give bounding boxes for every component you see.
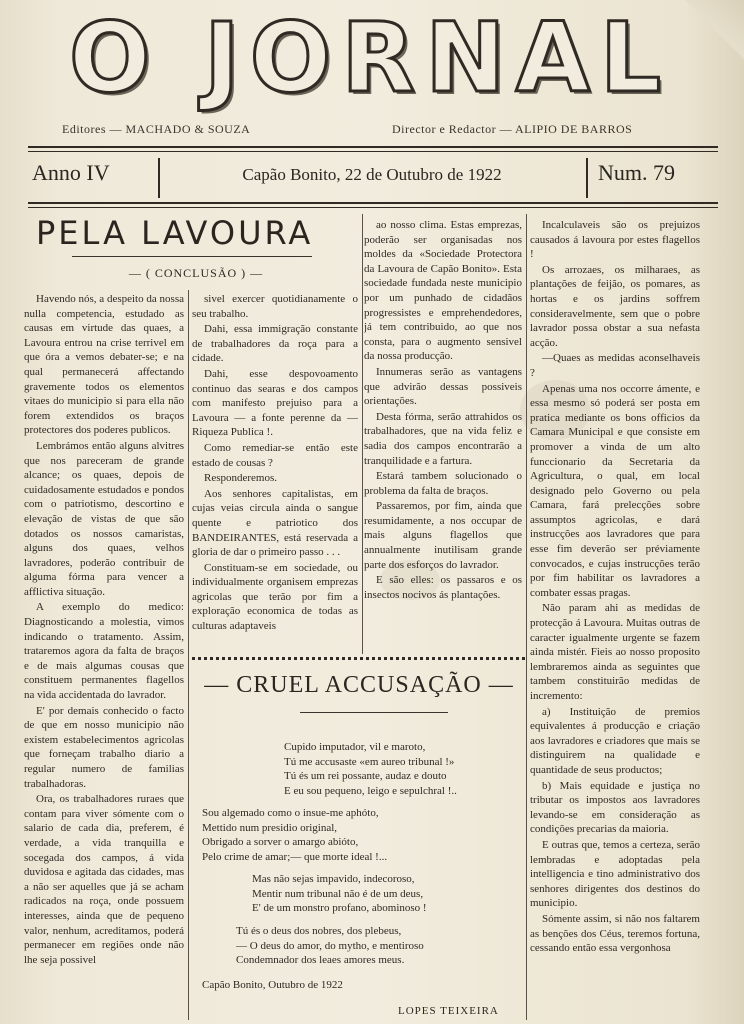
poem-line: Sou algemado como o insue-me aphóto, (202, 807, 379, 819)
poem-stanza-2 (202, 806, 387, 864)
article-column-1 (24, 292, 184, 1020)
article-column-2 (192, 292, 358, 652)
poem-line: Condemnador dos leaes amores meus. (236, 954, 405, 967)
article-paragraph: E' por demais conhecido o facto de que em nosso municipio não existem estabelecimentos agricolas que forneçam trabalho diario a regular numero de familias trabalhadoras. (24, 704, 184, 790)
poem-stanza-3 (252, 872, 427, 916)
poem-line: E' de um monstro profano, abominoso ! (252, 902, 427, 915)
issue-place-date: Capão Bonito, 22 de Outubro de 1922 (242, 165, 502, 184)
article-paragraph: Como remediar-se então este estado de cousas ? (192, 441, 358, 469)
article-column-3 (364, 218, 522, 654)
poem-top-rule (192, 657, 526, 660)
poem-line: Cupido imputador, vil e maroto, (284, 741, 426, 753)
poem-line: Mentir num tribunal não é de um deus, (252, 887, 424, 900)
poem-stanza-1 (284, 740, 457, 798)
poem-line: — O deus do amor, do mytho, e mentiroso (236, 939, 424, 952)
issue-divider (158, 158, 160, 198)
headline-underline (72, 256, 312, 257)
article-paragraph: Responderemos. (204, 472, 278, 485)
article-paragraph: Sómente assim, si não nos faltarem as benções dos Céus, teremos fortuna, cessando então essa vergonhosa (530, 912, 700, 955)
poem-title: — CRUEL ACCUSAÇÃO — (204, 672, 514, 698)
issue-divider (586, 158, 588, 198)
poem-line: Tú és um rei possante, audaz e douto (284, 770, 447, 783)
article-column-4 (530, 218, 700, 1020)
poem-line: Tú és o deus dos nobres, dos plebeus, (236, 925, 402, 937)
poem-stanza-4 (236, 924, 424, 968)
issue-number: Num. 79 (598, 160, 675, 185)
article-paragraph: Apenas uma nos occorre ámente, e essa mesmo só poderá ser posta em pratica mediante os bons officios da Camara Municipal e que consiste em promover a vinda de um alto funccionario da Secretaria da Agricultura, o qual, em local designado pelo Governo ou pela Camara, fará prelecções sobre assumptos agricolas, e dará instrucções aos lavradores que para esse fim deverão ser préviamente convocados, e cujas instrucções terão por fim habilitar os lavradores a combater essas pragas. (530, 382, 700, 599)
article-paragraph: Ora, os trabalhadores ruraes que contam para viver sómente com o salario de cada dia, preferem, é verdade, a vida tranquilla e socegada dos campos, á vida duvidosa e agitada das cidades, mas a não ser aquelles que já se acham radicados na roça, onde possuem interesses, ainda que de pequeno valor, nenhum, acreditamos, poderá permanecer em regiões onde não lhe seja possivel (24, 793, 184, 966)
issue-year: Anno IV (32, 160, 110, 185)
poem-line: E eu sou pequeno, leigo e sepulchral !.. (284, 784, 457, 797)
article-paragraph: Havendo nós, a despeito da nossa nulla competencia, estudado as causas em virtude das quaes, a Lavoura entrou na crise terrivel em que óra a vemos debater-se; e na qual permanecerá affectando gravemente todos os elementos vitaes do municipio si para ella não forem extendidos os braços protectores dos poderes publicos. (24, 293, 184, 437)
poem-line: Tú me accusaste «em aureo tribunal !» (284, 755, 455, 768)
article-paragraph: ao nosso clima. Estas emprezas, poderão ser organisadas nos moldes da «Sociedade Protectora da Lavoura de Capão Bonito». Esta sociedade fundada neste municipio por um punhado de cidadãos progressistes e emprehendedores, já tem contribuido, ao que nos consta, para o augmento sensivel da nossa producção. (364, 219, 522, 363)
poem-line: Pelo crime de amar;— que morte ideal !... (202, 850, 388, 863)
article-paragraph: Desta fórma, serão attrahidos os trabalhadores, que na vida feliz e sadia dos campos encontrarão a tranquilidade e a fartura. (364, 410, 522, 467)
article-paragraph: Incalculaveis são os prejuizos causados á lavoura por estes flagellos ! (530, 219, 700, 261)
editors-line: Editores — MACHADO & SOUZA (62, 122, 251, 136)
header-rule (28, 151, 718, 152)
article-paragraph: A exemplo do medico: Diagnosticando a molestia, vimos indicando o tratamento. Assim, trataremos agora da falta de braços e de mais algumas cousas que constituem permanentes flagellos na vida accidentada do lavrador. (24, 601, 184, 702)
header-rule (28, 202, 718, 204)
column-rule (188, 290, 189, 1020)
article-paragraph: E são elles: os passaros e os insectos nocivos ás plantações. (364, 574, 522, 601)
article-paragraph: Passaremos, por fim, ainda que resumidamente, a nos occupar de mais alguns flagellos que annualmente inutilisam grande parte dos esforços do lavrador. (364, 500, 522, 571)
article-headline: PELA LAVOURA (36, 214, 314, 252)
article-paragraph: b) Mais equidade e justiça no tributar os impostos aos lavradores levando-se em consideração as condições precarias da maioria. (530, 779, 700, 836)
poem-title-underline (300, 712, 448, 713)
poem-place-date: Capão Bonito, Outubro de 1922 (202, 979, 343, 991)
director-line: Director e Redactor — ALIPIO DE BARROS (392, 122, 633, 136)
article-subtitle: — ( CONCLUSÃO ) — (128, 266, 264, 280)
poem-author: LOPES TEIXEIRA (398, 1005, 499, 1017)
article-paragraph: Innumeras serão as vantagens que advirão dessas possiveis orientações. (364, 365, 522, 408)
article-paragraph: —Quaes as medidas aconselhaveis ? (530, 352, 700, 379)
article-paragraph: E outras que, temos a certeza, serão lembradas e adoptadas pela intelligencia e tino administrativo dos senhores dirigentes dos destinos do municipio. (530, 838, 700, 910)
article-paragraph: Os arrozaes, os milharaes, as plantações de feijão, os pomares, as hortas e os jardins soffrem consideravelmente, sem que o pobre lavrador possa obstar a sua nefasta acção. (530, 263, 700, 349)
column-rule (526, 214, 527, 1020)
article-paragraph: Não param ahi as medidas de protecção á Lavoura. Muitas outras de caracter igualmente urgente se fazem ainda mistér. Fieis ao nosso proposito lembraremos ainda as seguintes que tambem constituirão medidas de incremento: (530, 602, 700, 702)
masthead-title: O JORNAL (68, 2, 672, 114)
article-paragraph: Dahi, esse despovoamento continuo das searas e dos campos com manifesto prejuiso para a Lavoura — a fonte perenne da — Riqueza Publica !. (192, 367, 358, 439)
article-paragraph: a) Instituição de premios equivalentes á producção e criação aos lavradores e criadores que mais se distinguirem na qualidade e quantidade de seus productos; (530, 705, 700, 776)
poem-line: Mas não sejas impavido, indecoroso, (252, 873, 415, 885)
header-rule (28, 207, 718, 208)
header-rule (28, 146, 718, 148)
article-paragraph: sivel exercer quotidianamente o seu trabalho. (192, 293, 358, 320)
poem-line: Mettido num presidio original, (202, 821, 338, 834)
article-paragraph: Lembrámos então alguns alvitres que nos pareceram de grande alcance; os quaes, depois de cuidadosamente estudados e pondos com o patriotismo, descortino e elevação de vistas de que são dotados os nossos camaristas, alguns dos quaes, velhos lavradores, poderão contribuir de alguma fórma para vencer a afflictiva situação. (24, 439, 184, 598)
article-paragraph: Estará tambem solucionado o problema da falta de braços. (364, 470, 522, 497)
article-paragraph: Aos senhores capitalistas, em cujas veias circula ainda o sangue quente e patriotico dos BANDEIRANTES, está reservada a gloria de dar o primeiro passo . . . (192, 487, 358, 559)
column-rule (362, 214, 363, 654)
article-paragraph: Constituam-se em sociedade, ou individualmente organisem emprezas agricolas que terão por fim a exploração economica de todas as culturas adaptaveis (192, 561, 358, 633)
poem-line: Obrigado a sorver o amargo abióto, (202, 836, 359, 849)
article-paragraph: Dahi, essa immigração constante de trabalhadores da roça para a cidade. (192, 323, 358, 365)
